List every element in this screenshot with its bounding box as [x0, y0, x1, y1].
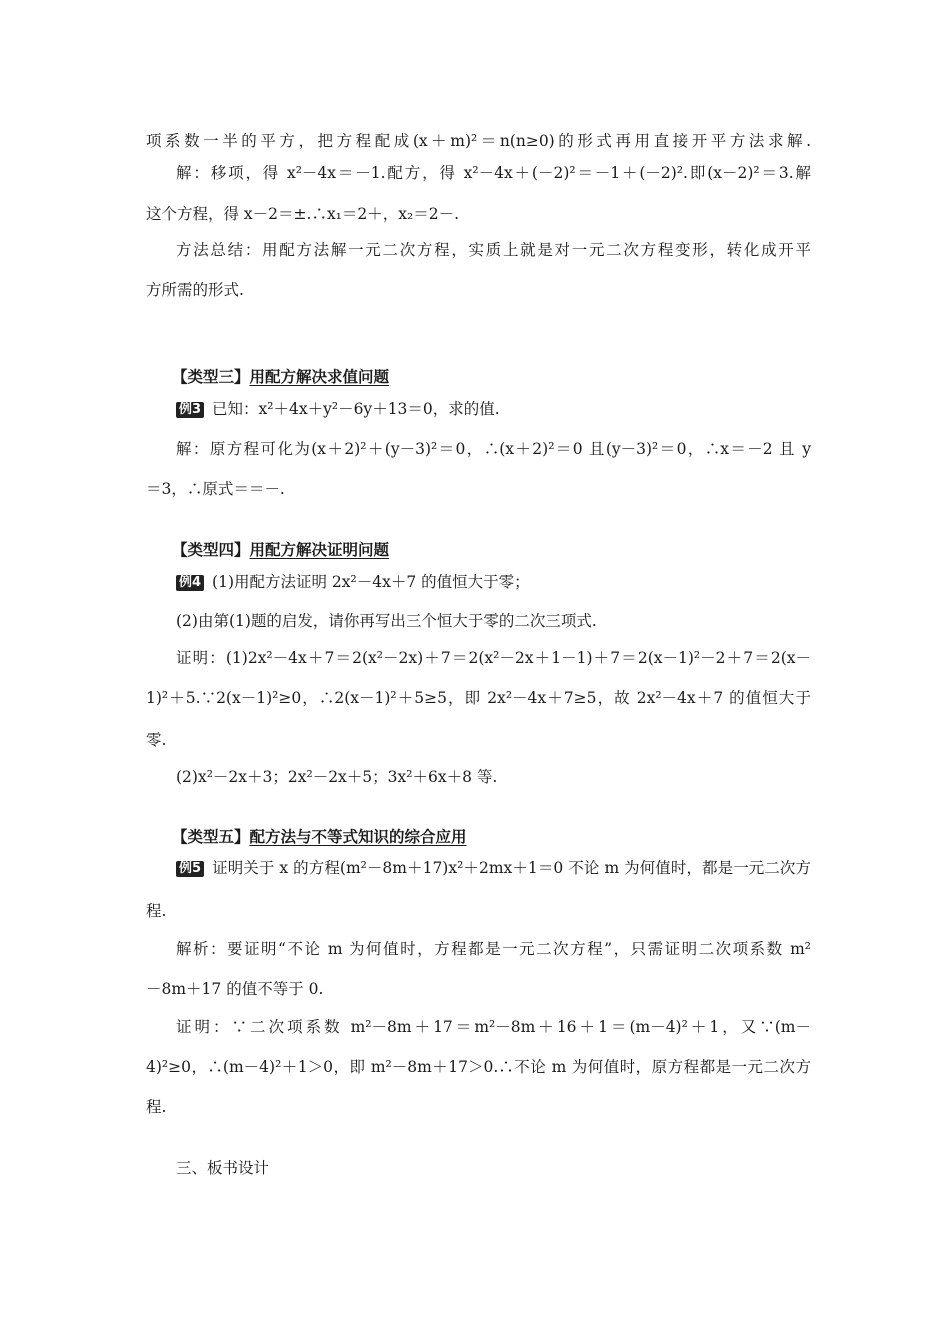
- example-text: (1)用配方法证明 2x²－4x＋7 的值恒大于零；: [212, 573, 530, 591]
- text-line: 证明：∵二次项系数 m²－8m＋17＝m²－8m＋16＋1＝(m－4)²＋1，又∵(m－: [176, 1018, 811, 1036]
- text-line: (2)由第(1)题的启发，请你再写出三个恒大于零的二次三项式.: [176, 612, 597, 630]
- heading-bracket: 【类型三】: [172, 367, 250, 386]
- section-heading: [172, 366, 807, 388]
- example-text: 已知：x²＋4x＋y²－6y＋13＝0，求的值.: [212, 400, 500, 418]
- example-text: 证明关于 x 的方程(m²－8m＋17)x²＋2mx＋1＝0 不论 m 为何值时，都是一元二次方: [212, 859, 811, 877]
- example-badge: 例4: [176, 575, 204, 591]
- section-heading: [172, 826, 807, 848]
- heading-title: 配方法与不等式知识的综合应用: [249, 827, 467, 846]
- text-line: 方法总结：用配方法解一元二次方程，实质上就是对一元二次方程变形，转化成开平: [176, 241, 811, 259]
- text-line: 解：移项，得 x²－4x＝－1.配方，得 x²－4x＋(－2)²＝－1＋(－2)².即(x－2)²＝3.解: [176, 164, 811, 182]
- text-line: 证明：(1)2x²－4x＋7＝2(x²－2x)＋7＝2(x²－2x＋1－1)＋7＝2(x－1)²－2＋7＝2(x－: [176, 649, 811, 667]
- example-badge: 例5: [176, 861, 204, 877]
- text-line: 项系数一半的平方，把方程配成(x＋m)²＝n(n≥0)的形式再用直接开平方法求解.: [146, 132, 811, 150]
- heading-title: 用配方解决求值问题: [249, 367, 390, 386]
- text-line: 零.: [146, 731, 167, 749]
- example-line: [176, 398, 811, 420]
- heading-bracket: 【类型四】: [172, 540, 250, 559]
- text-line: 4)²≥0，∴(m－4)²＋1＞0，即 m²－8m＋17＞0.∴不论 m 为何值时，原方程都是一元二次方: [146, 1058, 811, 1076]
- text-line: ＝3，∴原式＝＝－.: [146, 480, 285, 498]
- text-line: (2)x²－2x＋3；2x²－2x＋5；3x²＋6x＋8 等.: [176, 768, 498, 786]
- text-line: 程.: [146, 902, 167, 920]
- text-line: 这个方程，得 x－2＝±.∴x₁＝2＋，x₂＝2－.: [146, 205, 460, 223]
- heading-bracket: 【类型五】: [172, 827, 250, 846]
- section-heading: [172, 539, 807, 561]
- text-line: 程.: [146, 1098, 167, 1116]
- section-title: 三、板书设计: [176, 1159, 270, 1177]
- heading-title: 用配方解决证明问题: [249, 540, 390, 559]
- text-line: －8m＋17 的值不等于 0.: [146, 980, 324, 998]
- example-badge: 例3: [176, 402, 204, 418]
- text-line: 解：原方程可化为(x＋2)²＋(y－3)²＝0，∴(x＋2)²＝0 且(y－3)²＝0，∴x＝－2 且 y: [176, 440, 811, 458]
- text-line: 1)²＋5.∵2(x－1)²≥0，∴2(x－1)²＋5≥5，即 2x²－4x＋7≥5，故 2x²－4x＋7 的值恒大于: [146, 689, 811, 707]
- example-line: [176, 857, 811, 879]
- text-line: 解析：要证明“不论 m 为何值时，方程都是一元二次方程”，只需证明二次项系数 m²: [176, 940, 811, 958]
- example-line: [176, 571, 811, 593]
- text-line: 方所需的形式.: [146, 281, 244, 299]
